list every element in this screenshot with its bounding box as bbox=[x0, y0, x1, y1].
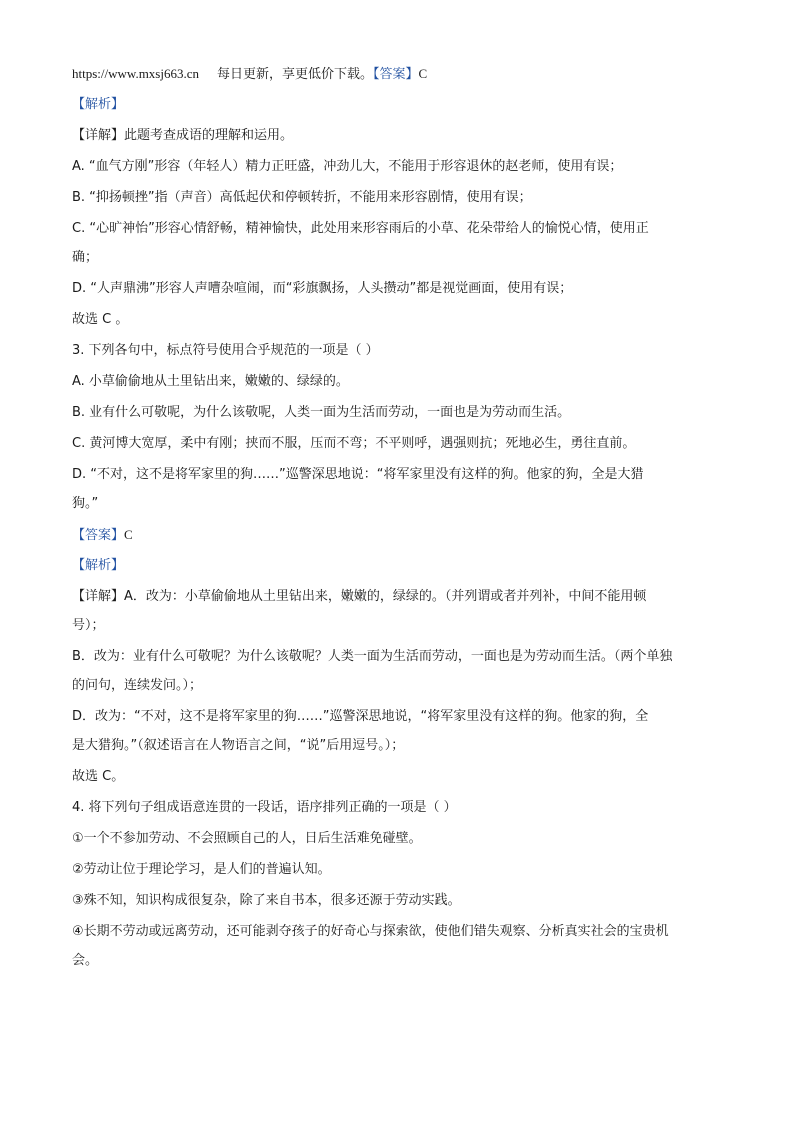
analysis-tag: 【解析】 bbox=[72, 97, 125, 112]
q3-answer-value: C bbox=[124, 527, 133, 542]
q3-detail-line-d-cont: 是大猎狗。”（叙述语言在人物语言之间，“说”后用逗号。）； bbox=[72, 738, 405, 753]
q3-detail-line-a bbox=[72, 587, 732, 607]
q3-detail-tag: 【详解】 bbox=[72, 589, 125, 604]
detail-line bbox=[72, 126, 732, 146]
detail-text: 此题考查成语的理解和运用。 bbox=[124, 128, 294, 143]
header-line bbox=[72, 64, 732, 84]
q3-detail-line-d: D．改为：“不对，这不是将军家里的狗……”巡警深思地说，“将军家里没有这样的狗。他家的狗，全 bbox=[72, 709, 649, 724]
q3-option-d: D. “不对，这不是将军家里的狗……”巡警深思地说：“将军家里没有这样的狗。他家的狗，全是大猎 bbox=[72, 467, 644, 482]
explain-line-b: B. “抑扬顿挫”指（声音）高低起伏和停顿转折，不能用来形容剧情，使用有误； bbox=[72, 190, 532, 205]
q3-conclusion: 故选 C。 bbox=[72, 769, 125, 784]
q3-detail-text-a: A．改为：小草偷偷地从土里钻出来，嫩嫩的，绿绿的。（并列谓或者并列补，中间不能用顿 bbox=[124, 589, 647, 604]
explain-line-c-cont: 确； bbox=[72, 250, 99, 265]
q3-option-b: B. 业有什么可敬呢，为什么该敬呢，人类一面为生活而劳动，一面也是为劳动而生活。 bbox=[72, 405, 571, 420]
q4-item-2: ②劳动让位于理论学习，是人们的普遍认知。 bbox=[72, 862, 331, 877]
explain-line-a: A. “血气方刚”形容（年轻人）精力正旺盛，冲劲儿大，不能用于形容退休的赵老师，使用有误； bbox=[72, 159, 623, 174]
q3-answer-line bbox=[72, 525, 732, 545]
q3-analysis-tag: 【解析】 bbox=[72, 558, 125, 573]
explain-line-c: C. “心旷神怡”形容心情舒畅，精神愉快，此处用来形容雨后的小草、花朵带给人的愉悦心情，使用正 bbox=[72, 221, 649, 236]
detail-tag: 【详解】 bbox=[72, 128, 125, 143]
q3-option-d-cont: 狗。” bbox=[72, 496, 99, 511]
q3-option-a: A. 小草偷偷地从土里钻出来，嫩嫩的、绿绿的。 bbox=[72, 374, 349, 389]
q3-detail-line-b: B．改为：业有什么可敬呢？为什么该敬呢？人类一面为生活而劳动，一面也是为劳动而生活。（两个单独 bbox=[72, 649, 673, 664]
explain-line-d: D. “人声鼎沸”形容人声嘈杂喧闹，而“彩旗飘扬，人头攒动”都是视觉画面，使用有误； bbox=[72, 281, 573, 296]
promo-text: 每日更新，享更低价下载。 bbox=[217, 67, 374, 82]
question-3-stem: 3. 下列各句中，标点符号使用合乎规范的一项是（ ） bbox=[72, 343, 379, 358]
question-4-stem: 4. 将下列句子组成语意连贯的一段话，语序排列正确的一项是（ ） bbox=[72, 800, 457, 815]
q4-item-1: ①一个不参加劳动、不会照顾自己的人，日后生活难免碰壁。 bbox=[72, 831, 422, 846]
q3-detail-line-a-cont: 号）； bbox=[72, 618, 105, 633]
answer-tag: 【答案】 bbox=[373, 67, 419, 82]
q3-option-c: C. 黄河博大宽厚，柔中有刚；挟而不服，压而不弯；不平则呼，遇强则抗；死地必生，勇往直前。 bbox=[72, 436, 636, 451]
q4-item-3: ③殊不知，知识构成很复杂，除了来自书本，很多还源于劳动实践。 bbox=[72, 893, 461, 908]
q4-item-4: ④长期不劳动或远离劳动，还可能剥夺孩子的好奇心与探索欲，使他们错失观察、分析真实社会的宝贵机 bbox=[72, 924, 669, 939]
answer-value: C bbox=[418, 66, 428, 81]
q3-answer-tag: 【答案】 bbox=[72, 528, 125, 543]
source-url[interactable]: https://www.mxsj663.cn bbox=[72, 66, 199, 81]
q4-item-4-cont: 会。 bbox=[72, 953, 99, 968]
explain-conclusion: 故选 C 。 bbox=[72, 312, 129, 327]
document-page bbox=[72, 64, 732, 982]
q3-detail-line-b-cont: 的问句，连续发问。）； bbox=[72, 678, 203, 693]
